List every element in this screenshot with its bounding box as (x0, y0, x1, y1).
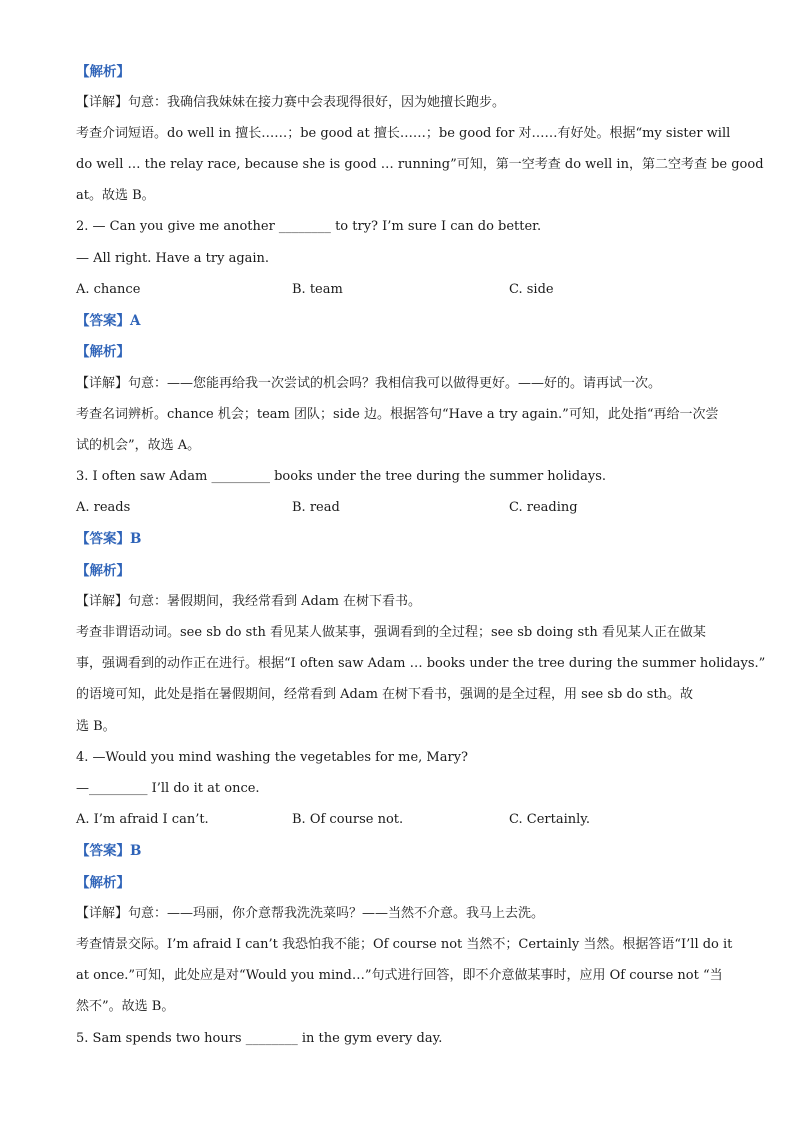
explanation-text: 考查非谓语动词。see sb do sth 看见某人做某事，强调看到的全过程；see sb doing sth 看见某人正在做某 (76, 625, 706, 640)
question-2-response: — All right. Have a try again. (76, 251, 270, 266)
analysis-heading: 【解析】 (76, 344, 130, 360)
q3-option-b: B. read (292, 500, 340, 515)
explanation-text: 考查介词短语。do well in 擅长……；be good at 擅长……；be good for 对……有好处。根据“my sister will (76, 126, 731, 141)
answer-heading: 【答案】B (76, 843, 142, 859)
answer-heading: 【答案】B (76, 531, 142, 547)
explanation-text: 事，强调看到的动作正在进行。根据“I often saw Adam … books under the tree during the summer holidays.” (76, 656, 766, 671)
q4-option-a: A. I’m afraid I can’t. (76, 812, 209, 827)
explanation-text: 考查情景交际。I’m afraid I can’t 我恐怕我不能；Of course not 当然不；Certainly 当然。根据答语“I’ll do it (76, 937, 733, 952)
answer-heading: 【答案】A (76, 313, 141, 329)
question-4: 4. —Would you mind washing the vegetables for me, Mary? (76, 750, 469, 765)
explanation-text: 试的机会”，故选 A。 (76, 438, 201, 453)
question-2: 2. — Can you give me another ________ to try? I’m sure I can do better. (76, 219, 542, 234)
analysis-heading: 【解析】 (76, 875, 130, 891)
explanation-text: 然不”。故选 B。 (76, 999, 175, 1014)
q4-option-c: C. Certainly. (509, 812, 591, 827)
q3-option-c: C. reading (509, 500, 578, 515)
explanation-text: do well … the relay race, because she is good … running”可知，第一空考查 do well in，第二空考查 be good (76, 157, 764, 172)
q2-option-b: B. team (292, 282, 343, 297)
detail-text: 【详解】句意：我确信我妹妹在接力赛中会表现得很好，因为她擅长跑步。 (76, 95, 506, 110)
q2-option-a: A. chance (76, 282, 141, 297)
question-5: 5. Sam spends two hours ________ in the gym every day. (76, 1031, 443, 1046)
explanation-text: 的语境可知，此处是指在暑假期间，经常看到 Adam 在树下看书，强调的是全过程，用 see sb do sth。故 (76, 687, 694, 702)
detail-text: 【详解】句意：——您能再给我一次尝试的机会吗？我相信我可以做得更好。——好的。请再试一次。 (76, 376, 662, 391)
analysis-heading: 【解析】 (76, 64, 130, 80)
explanation-text: 考查名词辨析。chance 机会；team 团队；side 边。根据答句“Have a try again.”可知，此处指“再给一次尝 (76, 407, 719, 422)
question-4-response: —_________ I’ll do it at once. (76, 781, 260, 796)
question-3: 3. I often saw Adam _________ books under the tree during the summer holidays. (76, 469, 607, 484)
analysis-heading: 【解析】 (76, 563, 130, 579)
explanation-text: 选 B。 (76, 719, 116, 734)
detail-text: 【详解】句意：——玛丽，你介意帮我洗洗菜吗？——当然不介意。我马上去洗。 (76, 906, 545, 921)
q2-option-c: C. side (509, 282, 554, 297)
q4-option-b: B. Of course not. (292, 812, 404, 827)
detail-text: 【详解】句意：暑假期间，我经常看到 Adam 在树下看书。 (76, 594, 422, 609)
q3-option-a: A. reads (76, 500, 131, 515)
explanation-text: at once.”可知，此处应是对“Would you mind…”句式进行回答，即不介意做某事时，应用 Of course not “当 (76, 968, 723, 983)
explanation-text: at。故选 B。 (76, 188, 155, 203)
